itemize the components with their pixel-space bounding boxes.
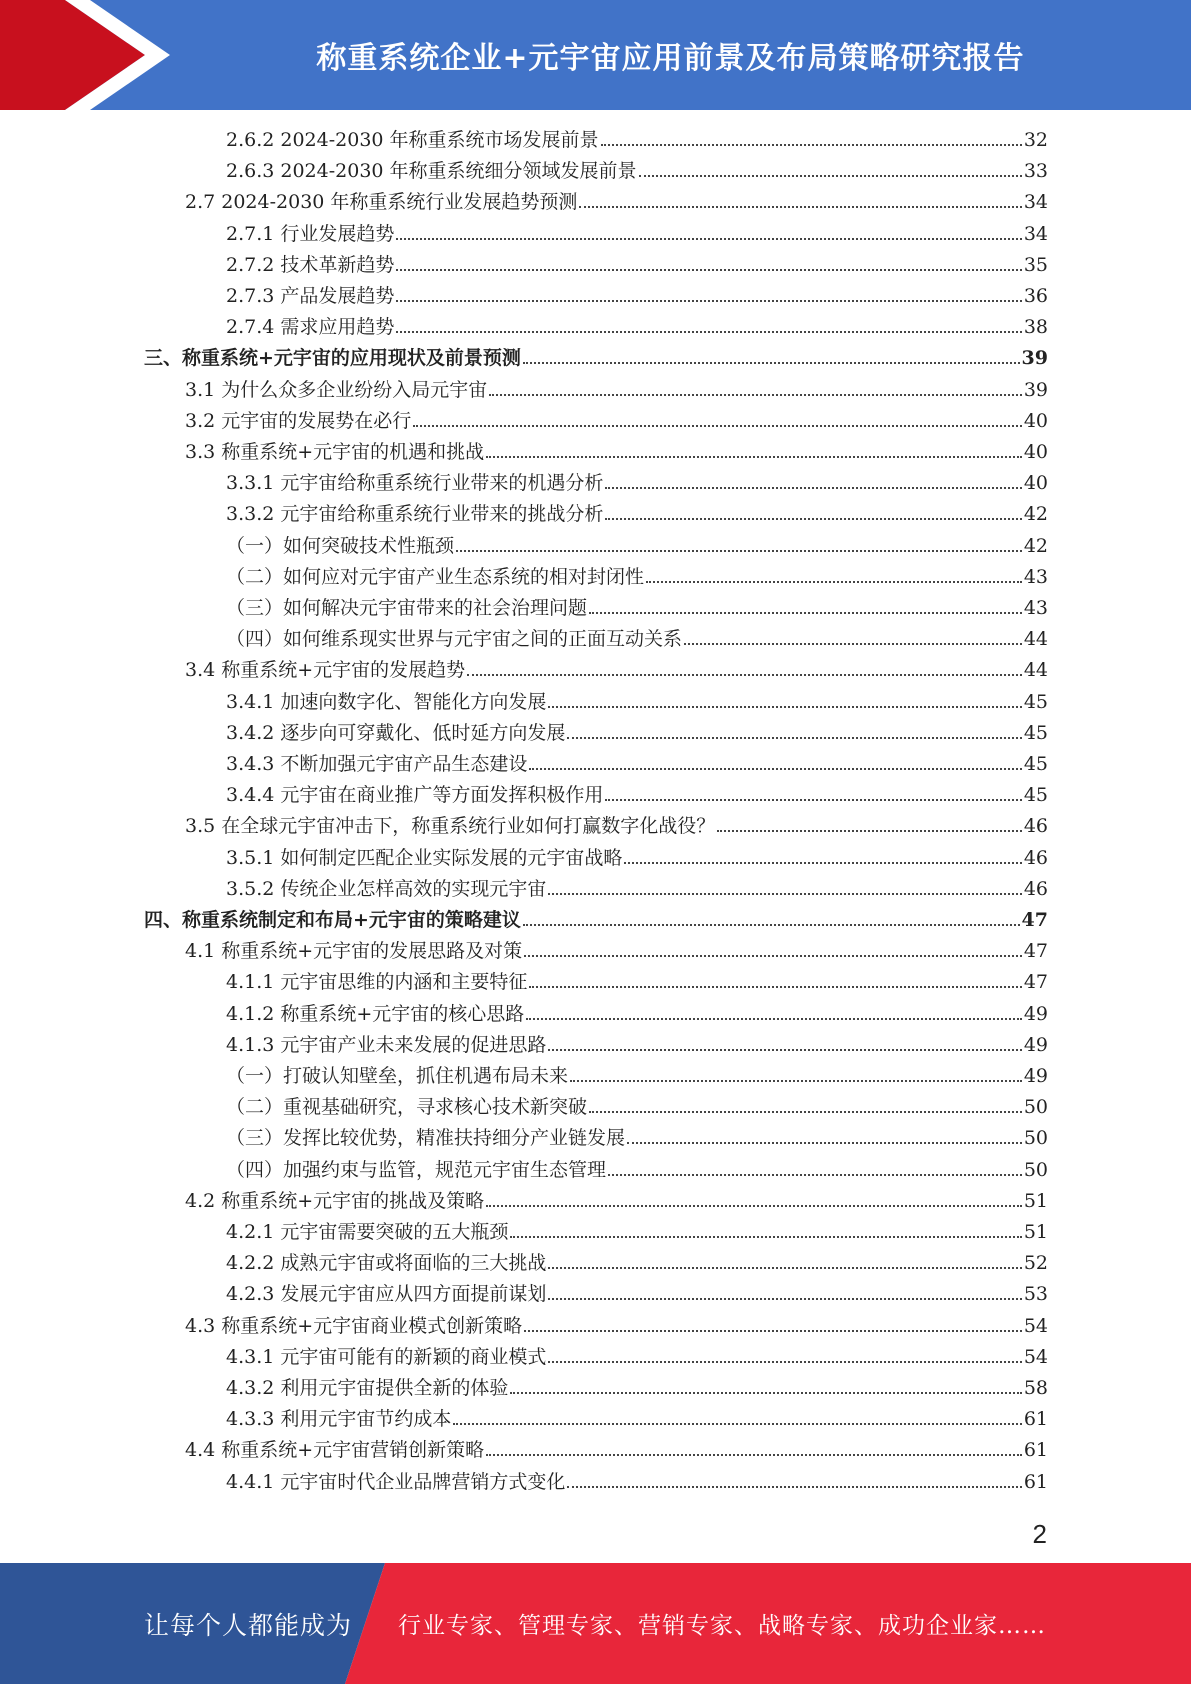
toc-entry[interactable] (226, 844, 1048, 872)
toc-entry-page: 51 (1023, 1221, 1048, 1243)
toc-entry-label: （三）如何解决元宇宙带来的社会治理问题 (226, 597, 588, 619)
toc-leader-dots (567, 721, 1021, 739)
toc-entry-page: 47 (1023, 971, 1048, 994)
toc-entry-page: 61 (1023, 1439, 1048, 1462)
toc-leader-dots (456, 534, 1022, 552)
toc-entry-label: 4.2 称重系统+元宇宙的挑战及策略 (185, 1189, 485, 1212)
toc-entry-page: 36 (1023, 285, 1048, 307)
toc-entry[interactable] (226, 688, 1048, 716)
toc-entry-page: 49 (1023, 1002, 1048, 1025)
toc-entry-label: 4.4 称重系统+元宇宙营销创新策略 (185, 1439, 485, 1462)
toc-entry[interactable] (226, 1062, 1048, 1090)
toc-entry[interactable] (226, 563, 1048, 591)
toc-entry[interactable] (226, 157, 1048, 185)
toc-leader-dots (510, 1376, 1021, 1394)
toc-entry[interactable] (226, 1093, 1048, 1121)
toc-entry-page: 35 (1023, 253, 1048, 276)
toc-leader-dots (453, 1407, 1021, 1425)
toc-entry-page: 33 (1023, 160, 1048, 183)
toc-entry-page: 51 (1023, 1189, 1048, 1212)
toc-entry[interactable] (226, 313, 1048, 341)
toc-entry-label: （二）如何应对元宇宙产业生态系统的相对封闭性 (226, 565, 645, 588)
toc-entry-label: 3.4 称重系统+元宇宙的发展趋势 (185, 659, 466, 682)
toc-leader-dots (639, 159, 1022, 177)
toc-entry-label: 2.6.2 2024-2030 年称重系统市场发展前景 (226, 129, 599, 151)
toc-leader-dots (605, 502, 1021, 520)
toc-entry[interactable] (226, 1343, 1048, 1371)
toc-entry-page: 44 (1023, 659, 1048, 682)
toc-leader-dots (529, 970, 1021, 988)
toc-entry-label: 2.7.4 需求应用趋势 (226, 316, 395, 339)
toc-entry[interactable] (185, 812, 1048, 840)
toc-entry-label: 2.6.3 2024-2030 年称重系统细分领域发展前景 (226, 160, 637, 183)
toc-entry-label: 3.3.1 元宇宙给称重系统行业带来的机遇分析 (226, 472, 604, 495)
toc-entry-label: 3.1 为什么众多企业纷纷入局元宇宙 (185, 378, 488, 401)
toc-entry-label: 3.2 元宇宙的发展势在必行 (185, 409, 412, 432)
toc-entry[interactable] (226, 594, 1048, 622)
toc-entry-page: 54 (1023, 1314, 1048, 1337)
report-footer (0, 1563, 1191, 1684)
toc-entry-page: 40 (1023, 472, 1048, 495)
toc-entry-label: 3.4.4 元宇宙在商业推广等方面发挥积极作用 (226, 784, 604, 807)
toc-leader-dots (396, 222, 1021, 240)
toc-entry-page: 45 (1023, 721, 1048, 744)
toc-entry-page: 52 (1023, 1252, 1048, 1275)
toc-entry[interactable] (185, 1312, 1048, 1340)
toc-entry-page: 49 (1023, 1033, 1048, 1056)
toc-entry-page: 58 (1023, 1377, 1048, 1399)
toc-leader-dots (548, 1282, 1021, 1300)
toc-entry-label: 4.1.1 元宇宙思维的内涵和主要特征 (226, 971, 528, 994)
toc-entry-label: 4.2.2 成熟元宇宙或将面临的三大挑战 (226, 1252, 547, 1275)
toc-leader-dots (486, 1438, 1022, 1456)
toc-entry[interactable] (185, 376, 1048, 404)
toc-entry[interactable] (226, 469, 1048, 497)
toc-entry-page: 40 (1023, 441, 1048, 463)
toc-entry[interactable] (185, 656, 1048, 684)
toc-leader-dots (396, 315, 1021, 333)
toc-entry[interactable] (226, 1031, 1048, 1059)
footer-slogan-right: 行业专家、管理专家、营销专家、战略专家、成功企业家…… (398, 1613, 1046, 1639)
toc-entry-label: 3.3.2 元宇宙给称重系统行业带来的挑战分析 (226, 503, 604, 526)
toc-leader-dots (627, 1126, 1022, 1144)
toc-entry-page: 50 (1023, 1096, 1048, 1119)
toc-entry[interactable] (226, 251, 1048, 279)
toc-leader-dots (717, 814, 1022, 832)
toc-entry[interactable] (226, 1000, 1048, 1028)
toc-leader-dots (570, 1064, 1022, 1082)
toc-entry-page: 46 (1023, 877, 1048, 900)
toc-entry-label: （一）打破认知壁垒，抓住机遇布局未来 (226, 1065, 569, 1087)
toc-leader-dots (579, 190, 1021, 208)
toc-entry[interactable] (144, 906, 1048, 934)
toc-entry[interactable] (226, 1374, 1048, 1402)
toc-entry-label: 2.7.1 行业发展趋势 (226, 222, 395, 245)
footer-slogan-left: 让每个人都能成为 (144, 1610, 353, 1640)
toc-leader-dots (605, 471, 1021, 489)
toc-entry-page: 39 (1023, 378, 1048, 401)
toc-entry[interactable] (185, 937, 1048, 965)
toc-entry-label: （一）如何突破技术性瓶颈 (226, 534, 455, 557)
toc-entry[interactable] (226, 1249, 1048, 1277)
toc-entry-label: 4.1.3 元宇宙产业未来发展的促进思路 (226, 1033, 547, 1056)
toc-entry-page: 32 (1023, 129, 1048, 151)
toc-entry[interactable] (226, 781, 1048, 809)
toc-entry-label: 三、称重系统+元宇宙的应用现状及前景预测 (144, 347, 521, 370)
toc-entry-page: 47 (1023, 940, 1048, 963)
toc-entry[interactable] (226, 750, 1048, 778)
toc-entry-label: 4.3 称重系统+元宇宙商业模式创新策略 (185, 1314, 523, 1337)
toc-entry[interactable] (185, 1187, 1048, 1215)
toc-entry-label: 4.3.2 利用元宇宙提供全新的体验 (226, 1377, 509, 1399)
toc-entry-page: 34 (1023, 222, 1048, 245)
toc-leader-dots (396, 284, 1021, 302)
toc-entry-page: 43 (1023, 597, 1048, 619)
toc-entry-label: 3.4.3 不断加强元宇宙产品生态建设 (226, 753, 528, 775)
toc-entry[interactable] (226, 532, 1048, 560)
toc-entry[interactable] (226, 719, 1048, 747)
toc-leader-dots (524, 939, 1022, 957)
toc-entry-page: 47 (1021, 909, 1048, 931)
toc-leader-dots (567, 1470, 1021, 1488)
toc-leader-dots (524, 1314, 1022, 1332)
toc-entry[interactable] (226, 1405, 1048, 1433)
toc-entry-page: 42 (1023, 534, 1048, 557)
toc-entry-label: 3.5.2 传统企业怎样高效的实现元宇宙 (226, 877, 547, 900)
toc-entry[interactable] (144, 344, 1048, 372)
toc-entry-page: 44 (1023, 628, 1048, 651)
toc-leader-dots (523, 346, 1020, 364)
toc-entry-page: 45 (1023, 753, 1048, 775)
toc-entry-label: （四）如何维系现实世界与元宇宙之间的正面互动关系 (226, 628, 683, 651)
toc-entry[interactable] (185, 1436, 1048, 1464)
report-header (0, 0, 1191, 110)
toc-leader-dots (413, 409, 1022, 427)
toc-leader-dots (467, 658, 1022, 676)
toc-leader-dots (624, 846, 1021, 864)
toc-entry[interactable] (226, 220, 1048, 248)
toc-leader-dots (526, 1002, 1022, 1020)
toc-entry-page: 39 (1021, 347, 1048, 370)
toc-entry-page: 46 (1023, 846, 1048, 869)
toc-entry[interactable] (185, 438, 1048, 466)
toc-entry-label: 4.3.3 利用元宇宙节约成本 (226, 1408, 452, 1431)
toc-leader-dots (486, 440, 1022, 458)
toc-entry-page: 45 (1023, 784, 1048, 807)
toc-leader-dots (548, 690, 1021, 708)
toc-entry-page: 45 (1023, 690, 1048, 713)
toc-leader-dots (523, 908, 1020, 926)
toc-entry-label: （三）发挥比较优势，精准扶持细分产业链发展 (226, 1127, 626, 1150)
toc-entry-page: 54 (1023, 1345, 1048, 1368)
toc-entry-label: （二）重视基础研究，寻求核心技术新突破 (226, 1096, 588, 1119)
toc-leader-dots (396, 253, 1021, 271)
toc-leader-dots (589, 1095, 1022, 1113)
toc-entry-label: 2.7.3 产品发展趋势 (226, 285, 395, 307)
toc-entry-label: 4.2.1 元宇宙需要突破的五大瓶颈 (226, 1221, 509, 1243)
toc-entry-page: 38 (1023, 316, 1048, 339)
toc-entry-label: 4.2.3 发展元宇宙应从四方面提前谋划 (226, 1283, 547, 1306)
toc-entry-label: 3.4.2 逐步向可穿戴化、低时延方向发展 (226, 721, 566, 744)
toc-entry[interactable] (226, 875, 1048, 903)
toc-leader-dots (510, 1220, 1021, 1238)
toc-entry-label: 2.7 2024-2030 年称重系统行业发展趋势预测 (185, 191, 578, 214)
toc-entry-label: 四、称重系统制定和布局+元宇宙的策略建议 (144, 909, 521, 931)
toc-leader-dots (548, 1251, 1021, 1269)
toc-entry-label: 3.5 在全球元宇宙冲击下，称重系统行业如何打赢数字化战役？ (185, 815, 716, 838)
toc-leader-dots (489, 378, 1022, 396)
toc-entry-label: （四）加强约束与监管，规范元宇宙生态管理 (226, 1158, 607, 1181)
toc-entry[interactable] (226, 968, 1048, 996)
toc-entry[interactable] (226, 1218, 1048, 1246)
toc-entry-page: 53 (1023, 1283, 1048, 1306)
toc-entry-label: 3.3 称重系统+元宇宙的机遇和挑战 (185, 441, 485, 463)
toc-entry-page: 49 (1023, 1065, 1048, 1087)
toc-leader-dots (548, 1033, 1021, 1051)
toc-entry[interactable] (226, 500, 1048, 528)
toc-entry-page: 34 (1023, 191, 1048, 214)
toc-entry[interactable] (226, 1468, 1048, 1496)
toc-entry[interactable] (226, 1280, 1048, 1308)
toc-entry[interactable] (226, 1124, 1048, 1152)
toc-entry[interactable] (226, 126, 1048, 154)
toc-entry-page: 61 (1023, 1470, 1048, 1493)
toc-entry-page: 40 (1023, 409, 1048, 432)
toc-entry-page: 43 (1023, 565, 1048, 588)
toc-entry-label: 3.4.1 加速向数字化、智能化方向发展 (226, 690, 547, 713)
toc-leader-dots (608, 1158, 1022, 1176)
page-number: 2 (1032, 1519, 1047, 1549)
toc-leader-dots (646, 565, 1022, 583)
toc-entry[interactable] (226, 1156, 1048, 1184)
toc-leader-dots (529, 752, 1021, 770)
report-title: 称重系统企业+元宇宙应用前景及布局策略研究报告 (316, 41, 1025, 76)
toc-leader-dots (548, 1345, 1021, 1363)
toc-entry-label: 4.4.1 元宇宙时代企业品牌营销方式变化 (226, 1470, 566, 1493)
toc-entry-page: 42 (1023, 503, 1048, 526)
toc-entry[interactable] (226, 282, 1048, 310)
toc-entry-page: 50 (1023, 1158, 1048, 1181)
toc-leader-dots (605, 783, 1021, 801)
toc-entry-label: 4.1.2 称重系统+元宇宙的核心思路 (226, 1002, 525, 1025)
toc-entry-label: 4.3.1 元宇宙可能有的新颖的商业模式 (226, 1345, 547, 1368)
toc-entry-label: 3.5.1 如何制定匹配企业实际发展的元宇宙战略 (226, 846, 623, 869)
toc-entry[interactable] (185, 188, 1048, 216)
toc-leader-dots (684, 627, 1022, 645)
toc-entry-page: 46 (1023, 815, 1048, 838)
toc-leader-dots (589, 596, 1022, 614)
toc-entry-page: 50 (1023, 1127, 1048, 1150)
toc-leader-dots (548, 877, 1021, 895)
toc-entry-label: 4.1 称重系统+元宇宙的发展思路及对策 (185, 940, 523, 963)
toc-entry[interactable] (185, 407, 1048, 435)
toc-leader-dots (601, 128, 1022, 146)
toc-entry[interactable] (226, 625, 1048, 653)
toc-entry-page: 61 (1023, 1408, 1048, 1431)
toc-leader-dots (486, 1189, 1022, 1207)
toc-entry-label: 2.7.2 技术革新趋势 (226, 253, 395, 276)
